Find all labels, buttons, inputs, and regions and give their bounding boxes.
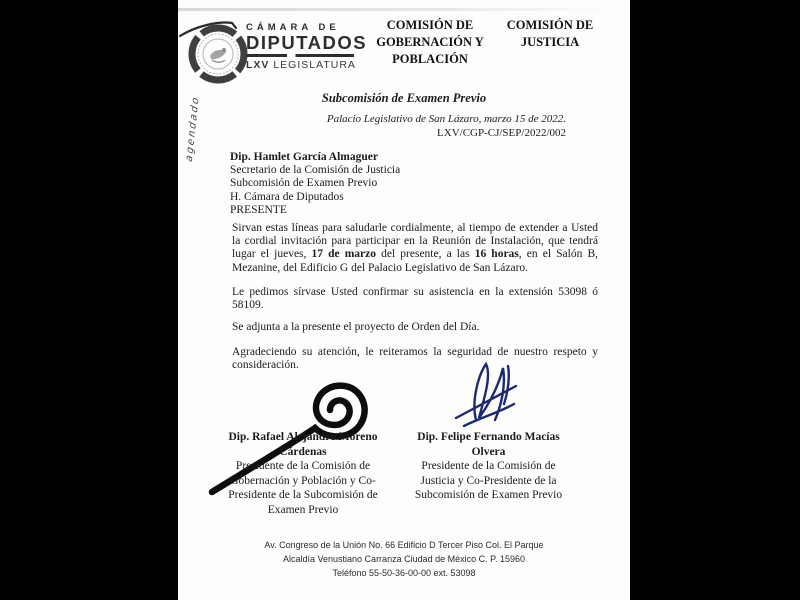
footer-address-line1: Av. Congreso de la Unión No. 66 Edificio D Tercer Piso Col. El Parque xyxy=(264,540,544,550)
signatory-right-title: Presidente de la Comisión de Justicia y Co-Presidente de la Subcomisión de Examen Previo xyxy=(414,460,563,501)
handwritten-note: agendado xyxy=(184,94,202,164)
footer-address-line2: Alcaldía Venustiano Carranza Ciudad de México C. P. 15960 xyxy=(283,554,525,564)
committee-justicia-title: COMISIÓN DE JUSTICIA xyxy=(506,18,594,49)
recipient-line: Subcomisión de Examen Previo xyxy=(230,177,378,190)
recipient-name: Dip. Hamlet García Almaguer xyxy=(230,151,378,163)
recipient-block xyxy=(230,151,400,217)
logo-line1: CÁMARA DE xyxy=(246,22,340,33)
scan-artifact-band xyxy=(178,8,612,11)
camara-diputados-wordmark xyxy=(246,22,368,71)
subcommittee-title: Subcomisión de Examen Previo xyxy=(321,91,487,105)
logo-line3: LXV LEGISLATURA xyxy=(246,59,356,71)
signatory-left-block xyxy=(208,430,398,517)
handwritten-arrow-stroke-icon xyxy=(178,12,240,45)
reference-number: LXV/CGP-CJ/SEP/2022/002 xyxy=(437,127,566,139)
signatory-left-name: Dip. Rafael Alejandro Moreno Cárdenas xyxy=(228,431,378,458)
signature-macias-graphic xyxy=(446,358,530,441)
body-paragraph-4: Agradeciendo su atención, le reiteramos la seguridad de nuestro respeto y consideración. xyxy=(232,346,598,372)
signatory-right-name: Dip. Felipe Fernando Macías Olvera xyxy=(417,431,560,458)
letter-footer xyxy=(178,538,630,580)
place-date-line: Palacio Legislativo de San Lázaro, marzo 15 de 2022. xyxy=(326,113,566,125)
bold-time: 16 horas xyxy=(474,248,519,261)
bold-date: 17 de marzo xyxy=(311,248,377,261)
committee-gobernacion-title: COMISIÓN DE GOBERNACIÓN Y POBLACIÓN xyxy=(376,18,484,66)
signatory-left-title: Presidente de la Comisión de Gobernación y Población y Co-Presidente de la Subcomisión de Examen Previo xyxy=(228,460,378,516)
signatory-right-block xyxy=(406,430,571,503)
footer-phone-line: Teléfono 55-50-36-00-00 ext. 53098 xyxy=(332,568,476,578)
letter-page xyxy=(178,0,630,600)
body-paragraph-2: Le pedimos sírvase Usted confirmar su asistencia en la extensión 53098 ó 58109. xyxy=(232,286,598,312)
logo-rule xyxy=(246,54,354,57)
body-paragraph-3: Se adjunta a la presente el proyecto de Orden del Día. xyxy=(232,321,480,333)
recipient-line: PRESENTE xyxy=(230,203,287,216)
logo-line2: DIPUTADOS xyxy=(246,32,368,53)
body-paragraph-1: Sirvan estas líneas para saludarle cordialmente, al tiempo de extender a Usted la cordial invitación para participar en la Reunión de Instalación, que tendrá lugar el jueves, 17 de marzo del presente, a las 16 horas, en el Salón B, Mezanine, del Edificio G del Palacio Legislativo de San Lázaro. xyxy=(232,222,598,274)
recipient-line: H. Cámara de Diputados xyxy=(230,190,344,203)
recipient-line: Secretario de la Comisión de Justicia xyxy=(230,164,401,177)
